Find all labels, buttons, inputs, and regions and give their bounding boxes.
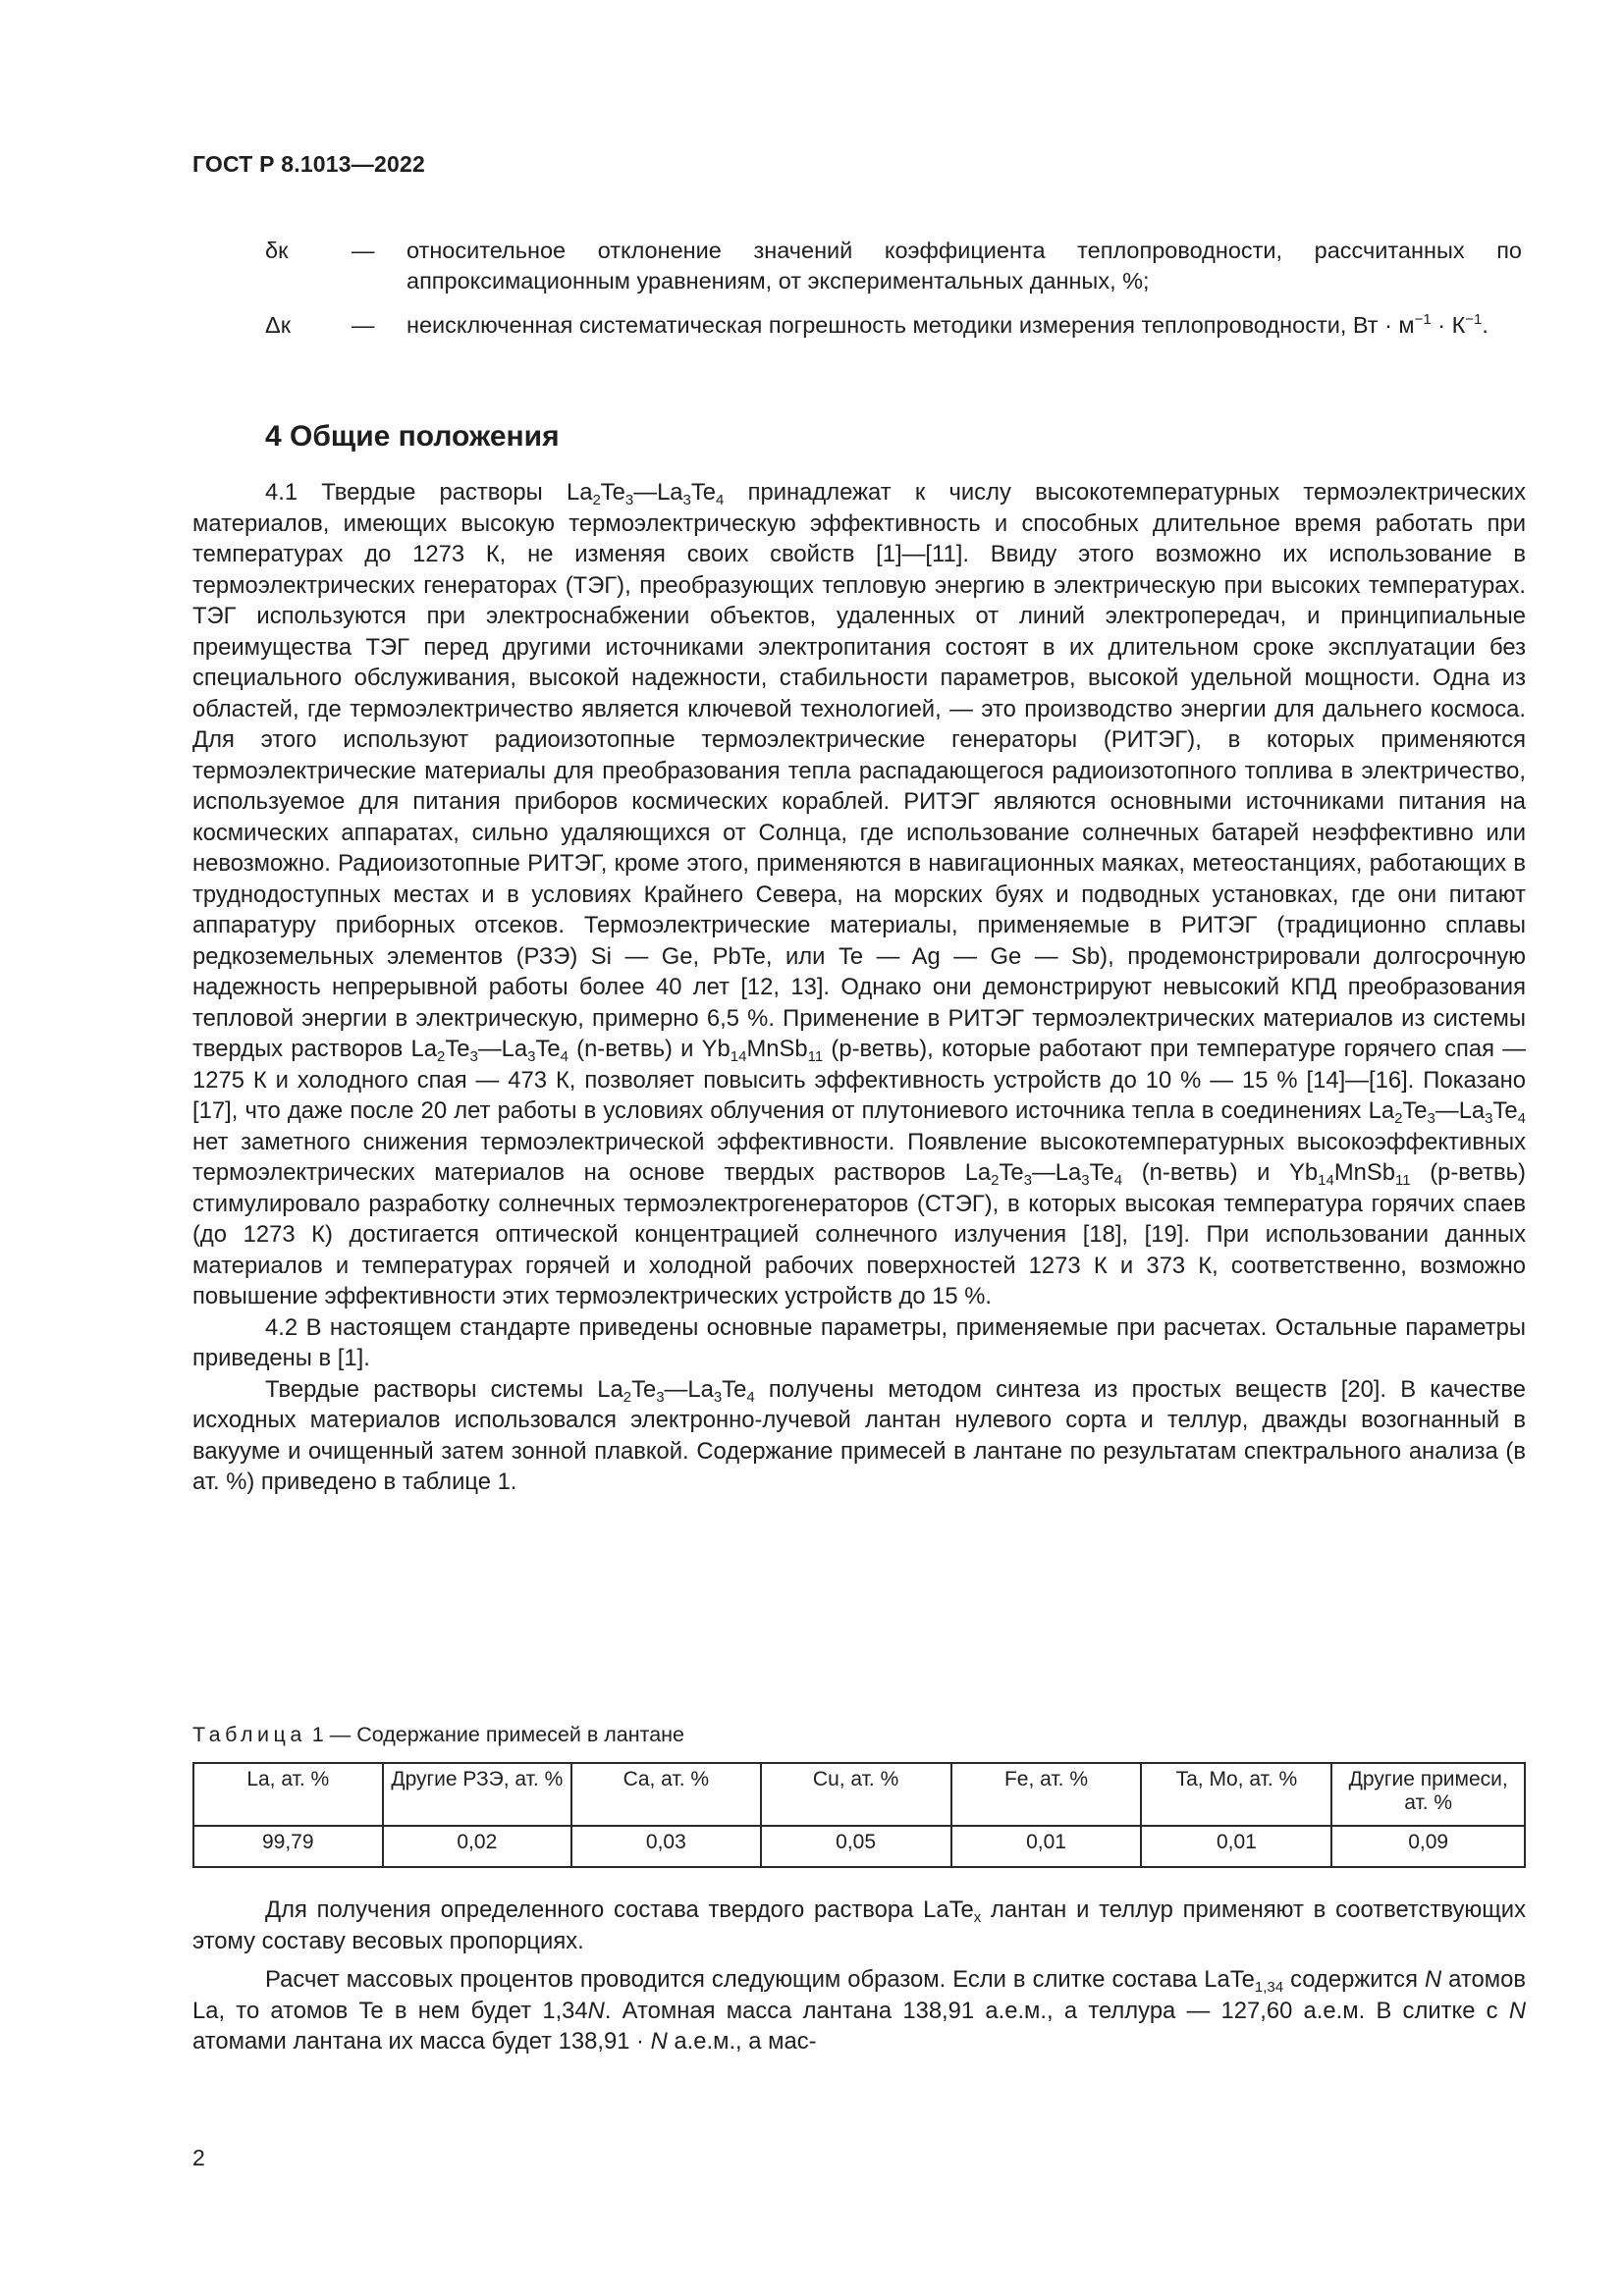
impurities-table (192, 1762, 1526, 1868)
table-cell: 0,03 (571, 1826, 761, 1867)
table-caption-label: Таблица (192, 1723, 306, 1746)
table-header-row (193, 1763, 1525, 1826)
paragraph-4-1: 4.1 Твердые растворы $La_2Te_3—La_3Te_4$ принадлежат к числу высокотемпературных термоэлектрических материалов, имеющих высокую термоэлектрическую эффективность и способных длительное время работать при температурах до 1273 К, не изменяя своих свойств [1]—[11]. Ввиду этого возможно их использование в термоэлектрических генераторах (ТЭГ), преобразующих тепловую энергию в электрическую при высоких температурах. ТЭГ используются при электроснабжении объектов, удаленных от линий электропередач, и принципиальные преимущества ТЭГ перед другими источниками электропитания состоят в их длительном сроке эксплуатации без специального обслуживания, высокой надежности, стабильности параметров, высокой удельной мощности. Одна из областей, где термоэлектричество является ключевой технологией, — это производство энергии для дальнего космоса. Для этого используют радиоизотопные термоэлектрические генераторы (РИТЭГ), в которых применяются термоэлектрические материалы для преобразования тепла распадающегося радиоизотопного топлива в электричество, используемое для питания приборов космических кораблей. РИТЭГ являются основными источниками питания на космических аппаратах, сильно удаляющихся от Солнца, где использование солнечных батарей неэффективно или невозможно. Радиоизотопные РИТЭГ, кроме этого, применяются в навигационных маяках, метеостанциях, работающих в труднодоступных местах и в условиях Крайнего Севера, на морских буях и подводных установках, где они питают аппаратуру приборных отсеков. Термоэлектрические материалы, применяемые в РИТЭГ (традиционно сплавы редкоземельных элементов (РЗЭ) Si — Ge, PbTe, или Te — Ag — Ge — Sb), продемонстрировали долгосрочную надежность непрерывной работы более 40 лет [12, 13]. Однако они демонстрируют невысокий КПД преобразования тепловой энергии в электрическую, примерно 6,5 %. Применение в РИТЭГ термоэлектрических материалов из системы твердых растворов $La_2Te_3—La_3Te_4$ (n-ветвь) и $Yb_{14}MnSb_{11}$ (p-ветвь), которые работают при температуре горячего спая — 1275 К и холодного спая — 473 К, позволяет повысить эффективность устройств до 10 % — 15 % [14]—[16]. Показано [17], что даже после 20 лет работы в условиях облучения от плутониевого источника тепла в соединениях $La_2Te_3—La_3Te_4$ нет заметного снижения термоэлектрической эффективности. Появление высокотемпературных высокоэффективных термоэлектрических материалов на основе твердых растворов $La_2Te_3—La_3Te_4$ (n-ветвь) и $Yb_{14}MnSb_{11}$ (p-ветвь) стимулировало разработку солнечных термоэлектрогенераторов (СТЭГ), в которых высокая температура горячих спаев (до 1273 К) достигается оптической концентрацией солнечного излучения [18], [19]. При использовании данных материалов и температурах горячей и холодной рабочих поверхностей 1273 К и 373 К, соответственно, возможно повышение эффективности этих термоэлектрических устройств до 15 %. (192, 479, 1526, 1309)
definition-symbol: δк (265, 238, 289, 263)
document-code-header: ГОСТ Р 8.1013—2022 (192, 151, 425, 177)
table-header-cell: Ta, Mo, ат. % (1141, 1763, 1331, 1826)
table-row (193, 1826, 1525, 1867)
table-cell: 0,01 (951, 1826, 1142, 1867)
paragraph-solid-solutions: Твердые растворы системы $La_2Te_3—La_3Te_4$ получены методом синтеза из простых веществ [20]. В качестве исходных материалов использовался электронно-лучевой лантан нулевого сорта и теллур, дважды возогнанный в вакууме и очищенный затем зонной плавкой. Содержание примесей в лантане по результатам спектрального анализа (в ат. %) приведено в таблице 1. (192, 1375, 1526, 1495)
table-header-cell: La, ат. % (193, 1763, 383, 1826)
table-cell: 0,09 (1331, 1826, 1525, 1867)
paragraph-4-2: 4.2 В настоящем стандарте приведены основные параметры, применяемые при расчетах. Остальные параметры приведены в [1]. (192, 1313, 1526, 1371)
table-header-cell: Ca, ат. % (571, 1763, 761, 1826)
table-header-cell: Fe, ат. % (951, 1763, 1142, 1826)
table-cell: 0,05 (761, 1826, 951, 1867)
paragraph-mass-calculation: Расчет массовых процентов проводится следующим образом. Если в слитке состава LaTe$_{1,34}$ содержится N атомов La, то атомов Te в нем будет 1,34N. Атомная масса лантана 138,91 а.е.м., а теллура — 127,60 а.е.м. В слитке с N атомами лантана их масса будет 138,91 · N а.е.м., а мас- (192, 1966, 1526, 2055)
table-caption-text: 1 — Содержание примесей в лантане (305, 1723, 685, 1746)
post-table-text (192, 1895, 1526, 2057)
table-header-cell: Cu, ат. % (761, 1763, 951, 1826)
table-caption (192, 1723, 684, 1747)
symbol-definitions (265, 236, 1522, 354)
section-heading: 4 Общие положения (265, 420, 560, 453)
definition-symbol: Δк (265, 312, 291, 338)
table-header-cell: Другие примеси, ат. % (1331, 1763, 1525, 1826)
table-cell: 0,02 (383, 1826, 572, 1867)
table-cell: 99,79 (193, 1826, 383, 1867)
definition-dash: — (352, 312, 375, 338)
definition-text: неисключенная систематическая погрешность методики измерения теплопроводности, Вт · $м^{-1} \cdot К^{-1}$. (406, 311, 1489, 338)
table-cell: 0,01 (1141, 1826, 1331, 1867)
definition-dash: — (352, 238, 375, 263)
section-body (192, 477, 1526, 1498)
page-number: 2 (192, 2145, 205, 2170)
paragraph-latex-composition: Для получения определенного состава твердого раствора LaTe$_x$ лантан и теллур применяют в соответствующих этому составу весовых пропорциях. (192, 1896, 1526, 1954)
definition-row (265, 310, 1522, 341)
definition-row (265, 236, 1522, 296)
definition-text: относительное отклонение значений коэффициента теплопроводности, рассчитанных по аппроксимационным уравнениям, от экспериментальных данных, %; (406, 238, 1522, 294)
table-header-cell: Другие РЗЭ, ат. % (383, 1763, 572, 1826)
